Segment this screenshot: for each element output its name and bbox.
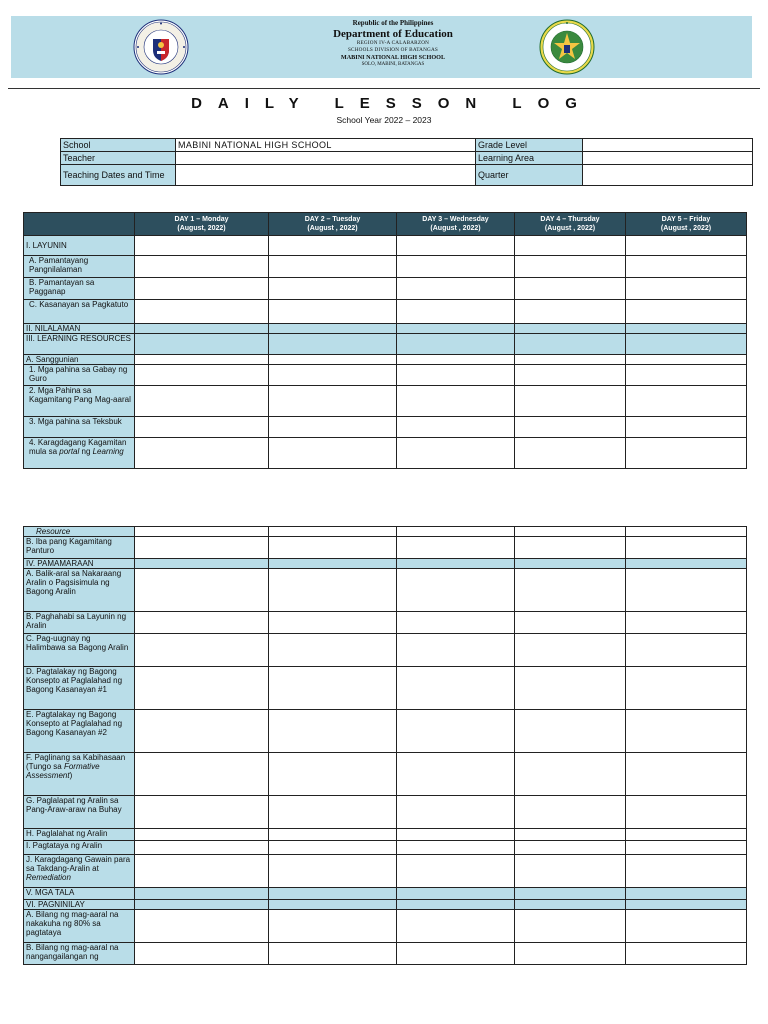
school-name-text: MABINI NATIONAL HIGH SCHOOL — [340, 54, 446, 61]
day1-header: DAY 1 – Monday (August, 2022) — [135, 213, 269, 236]
table-row — [24, 753, 747, 796]
day5-header: DAY 5 – Friday (August , 2022) — [626, 213, 747, 236]
lesson-log-table-part-2 — [23, 526, 747, 965]
learning-area-label: Learning Area — [476, 152, 583, 165]
teacher-value[interactable] — [176, 152, 476, 165]
day4-header: DAY 4 – Thursday (August , 2022) — [515, 213, 626, 236]
section-row — [24, 324, 747, 334]
section-row — [24, 559, 747, 569]
table-row — [24, 300, 747, 324]
row-label-pamamaraan: IV. PAMAMARAAN — [24, 559, 135, 569]
school-label: School — [61, 139, 176, 152]
section-row — [24, 900, 747, 910]
republic-text: Republic of the Philippines — [352, 19, 434, 27]
deped-seal-icon — [133, 19, 189, 75]
row-label-mga-tala: V. MGA TALA — [24, 888, 135, 900]
row-label-paglalahat: H. Paglalahat ng Aralin — [24, 829, 135, 841]
row-label-resource-continued: Resource — [24, 527, 135, 537]
row-label-paglalapat: G. Paglalapat ng Aralin sa Pang-Araw-araw na Buhay — [24, 796, 135, 829]
row-label-gabay-ng-guro: 1. Mga pahina sa Gabay ng Guro — [24, 365, 135, 386]
row-label-sanggunian: A. Sanggunian — [24, 355, 135, 365]
table-row — [24, 841, 747, 855]
table-row — [24, 667, 747, 710]
row-label-kagamitang-pang-mag-aaral: 2. Mga Pahina sa Kagamitang Pang Mag-aaral — [24, 386, 135, 417]
table-row — [24, 256, 747, 278]
school-year: School Year 2022 – 2023 — [336, 115, 432, 125]
table-row — [24, 943, 747, 965]
department-text: Department of Education — [333, 28, 453, 40]
quarter-label: Quarter — [476, 165, 583, 186]
lesson-log-table-part-1 — [23, 212, 747, 469]
header-divider — [8, 88, 760, 89]
table-row — [24, 612, 747, 634]
address-text: SOLO, MABINI, BATANGAS — [361, 62, 425, 67]
row-label-balik-aral: A. Balik-aral sa Nakaraang Aralin o Pagsisimula ng Bagong Aralin — [24, 569, 135, 612]
school-seal-icon — [539, 19, 595, 75]
table-row — [24, 910, 747, 943]
school-value[interactable]: MABINI NATIONAL HIGH SCHOOL — [176, 139, 476, 152]
table-row — [24, 386, 747, 417]
row-label-pamantayan-sa-pagganap: B. Pamantayan sa Pagganap — [24, 278, 135, 300]
learning-area-value[interactable] — [583, 152, 753, 165]
table-row — [24, 365, 747, 386]
table-row — [24, 537, 747, 559]
day2-header: DAY 2 – Tuesday (August , 2022) — [269, 213, 397, 236]
teacher-label: Teacher — [61, 152, 176, 165]
section-row — [24, 334, 747, 355]
table-row — [24, 796, 747, 829]
day3-header: DAY 3 – Wednesday (August , 2022) — [397, 213, 515, 236]
row-label-nilalaman: II. NILALAMAN — [24, 324, 135, 334]
row-label-paghahabi: B. Paghahabi sa Layunin ng Aralin — [24, 612, 135, 634]
table-row — [24, 855, 747, 888]
row-label-pagtataya: I. Pagtataya ng Aralin — [24, 841, 135, 855]
info-table — [60, 138, 753, 186]
row-label-paglinang: F. Paglinang sa Kabihasaan (Tungo sa Formative Assessment) — [24, 753, 135, 796]
table-row — [24, 527, 747, 537]
days-header-row — [24, 213, 747, 236]
row-label-pagtalakay-1: D. Pagtalakay ng Bagong Konsepto at Paglalahad ng Bagong Kasanayan #1 — [24, 667, 135, 710]
row-label-pamantayang-pangnilalaman: A. Pamantayang Pangnilalaman — [24, 256, 135, 278]
table-row — [24, 417, 747, 438]
letterhead — [261, 19, 525, 68]
quarter-value[interactable] — [583, 165, 753, 186]
row-label-learning-resources: III. LEARNING RESOURCES — [24, 334, 135, 355]
row-label-karagdagang-kagamitan: 4. Karagdagang Kagamitan mula sa portal ng Learning — [24, 438, 135, 469]
grade-level-label: Grade Level — [476, 139, 583, 152]
row-label-kasanayan: C. Kasanayan sa Pagkatuto — [24, 300, 135, 324]
corner-header — [24, 213, 135, 236]
row-label-pagninilay: VI. PAGNINILAY — [24, 900, 135, 910]
section-row — [24, 888, 747, 900]
table-row — [24, 634, 747, 667]
table-row — [24, 569, 747, 612]
row-label-bilang-b: B. Bilang ng mag-aaral na nangangailangan ng — [24, 943, 135, 965]
region-text: REGION IV-A CALABARZON — [356, 40, 430, 46]
table-row — [24, 829, 747, 841]
table-row — [24, 236, 747, 256]
row-label-bilang-a: A. Bilang ng mag-aaral na nakakuha ng 80% sa pagtataya — [24, 910, 135, 943]
table-row — [24, 710, 747, 753]
header-band — [11, 16, 752, 78]
page-title: DAILY LESSON LOG — [191, 95, 593, 112]
dates-label: Teaching Dates and Time — [61, 165, 176, 186]
dates-value[interactable] — [176, 165, 476, 186]
table-row — [24, 438, 747, 469]
row-label-pag-uugnay: C. Pag-uugnay ng Halimbawa sa Bagong Aralin — [24, 634, 135, 667]
table-row — [24, 355, 747, 365]
division-text: SCHOOLS DIVISION OF BATANGAS — [347, 47, 439, 53]
row-label-karagdagang-gawain: J. Karagdagang Gawain para sa Takdang-Aralin at Remediation — [24, 855, 135, 888]
row-label-teksbuk: 3. Mga pahina sa Teksbuk — [24, 417, 135, 438]
row-label-iba-pang-kagamitan: B. Iba pang Kagamitang Panturo — [24, 537, 135, 559]
grade-level-value[interactable] — [583, 139, 753, 152]
table-row — [24, 278, 747, 300]
row-label-pagtalakay-2: E. Pagtalakay ng Bagong Konsepto at Paglalahad ng Bagong Kasanayan #2 — [24, 710, 135, 753]
row-label-layunin: I. LAYUNIN — [24, 236, 135, 256]
